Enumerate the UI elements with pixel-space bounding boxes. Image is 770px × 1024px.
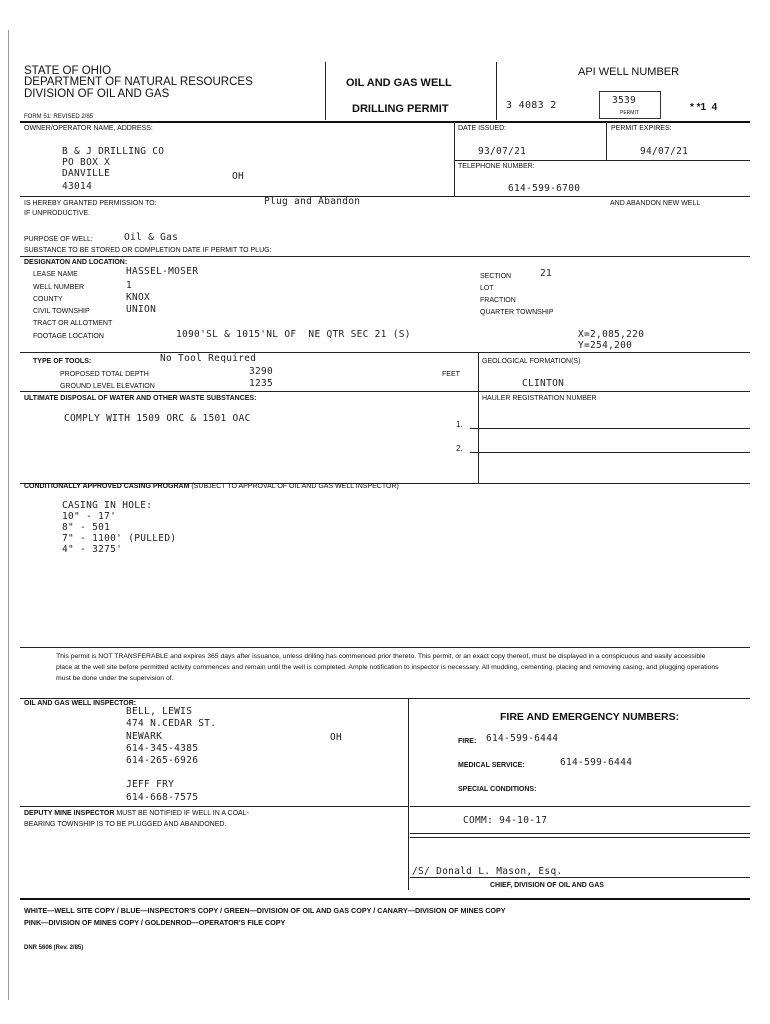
divider xyxy=(454,122,455,196)
divider xyxy=(478,353,479,483)
signature: /S/ Donald L. Mason, Esq. xyxy=(412,866,563,877)
owner-state: OH xyxy=(232,171,245,182)
rule xyxy=(20,121,750,123)
rule xyxy=(20,196,750,197)
owner-name: B & J DRILLING CO xyxy=(62,146,165,157)
casing-line: CASING IN HOLE: xyxy=(62,500,153,511)
depth-label: PROPOSED TOTAL DEPTH xyxy=(60,371,149,378)
county-value: KNOX xyxy=(126,292,151,303)
hauler-2-line xyxy=(470,452,750,453)
agency-division: DIVISION OF OIL AND GAS xyxy=(24,88,170,100)
owner-label: OWNER/OPERATOR NAME, ADDRESS: xyxy=(24,125,153,132)
deputy-label: DEPUTY MINE INSPECTOR xyxy=(24,810,115,817)
fraction-label: FRACTION xyxy=(480,297,516,304)
alt-inspector-name: JEFF FRY xyxy=(126,779,175,790)
api-value: 3 4083 2 xyxy=(506,100,557,111)
copy-distribution-2: PINK—DIVISION OF MINES COPY / GOLDENROD—OPERATOR'S FILE COPY xyxy=(24,918,286,927)
rule xyxy=(20,806,408,807)
special-conditions-label: SPECIAL CONDITIONS: xyxy=(458,786,537,793)
special-conditions-value: COMM: 94-10-17 xyxy=(463,815,548,826)
permit-expires-value: 94/07/21 xyxy=(640,146,689,157)
inspector-state: OH xyxy=(330,732,343,743)
deputy-text-2: BEARING TOWNSHIP IS TO BE PLUGGED AND ABANDONED. xyxy=(24,821,227,828)
footage-value: 1090'SL & 1015'NL OF NE QTR SEC 21 (S) xyxy=(176,329,411,340)
depth-value: 3290 xyxy=(249,366,274,377)
disposal-value: COMPLY WITH 1509 ORC & 1501 OAC xyxy=(64,413,251,424)
permission-right-text: AND ABANDON NEW WELL xyxy=(610,200,701,207)
api-label: API WELL NUMBER xyxy=(578,66,680,78)
fire-value: 614-599-6444 xyxy=(486,733,559,744)
rule xyxy=(20,391,750,392)
medical-value: 614-599-6444 xyxy=(560,757,633,768)
casing-line: 10" - 17' xyxy=(62,511,117,522)
rule xyxy=(410,833,750,834)
divider xyxy=(325,62,326,120)
purpose-label: PURPOSE OF WELL: xyxy=(24,236,93,243)
transfer-notice: This permit is NOT TRANSFERABLE and expires 365 days after issuance, unless drilling has commenced prior thereto. This permit, or an exact copy thereof, must be displayed in a conspicuous and easily accessible place at the well site before permitted activity commences and remain until the well is completed. Ample notification to inspector is necessary. All mudding, cementing, placing and removing casing, and plugging operations must be done under the supervision of. xyxy=(56,653,719,682)
well-number-label: WELL NUMBER xyxy=(33,284,85,291)
hauler-2-label: 2. xyxy=(456,444,463,453)
casing-label xyxy=(24,482,399,491)
permission-line2: IF UNPRODUCTIVE. xyxy=(24,210,91,217)
x-coordinate: X=2,085,220 xyxy=(578,329,645,340)
rule xyxy=(455,160,750,161)
geo-formation-value: CLINTON xyxy=(522,378,565,389)
rule xyxy=(20,352,750,353)
permit-expires-label: PERMIT EXPIRES: xyxy=(611,125,672,132)
section-label: SECTION xyxy=(480,273,512,280)
y-coordinate: Y=254,200 xyxy=(578,340,633,351)
footage-label: FOOTAGE LOCATION xyxy=(33,333,104,340)
feet-label: FEET xyxy=(442,371,460,378)
hauler-1-line xyxy=(470,428,750,429)
designation-title: DESIGNATON AND LOCATION: xyxy=(24,259,128,266)
well-number-value: 1 xyxy=(126,280,133,291)
api-suffix: * *1 4 xyxy=(690,102,718,113)
inspector-phone-1: 614-345-4385 xyxy=(126,743,199,754)
rule xyxy=(410,806,750,807)
owner-address: PO BOX X xyxy=(62,157,111,168)
township-label: CIVIL TOWNSHIP xyxy=(33,308,90,315)
owner-city: DANVILLE xyxy=(62,168,111,179)
deputy-text: MUST BE NOTIFIED IF WELL IN A COAL- xyxy=(114,810,249,817)
signature-title: CHIEF, DIVISION OF OIL AND GAS xyxy=(490,882,604,889)
casing-label-bold: CONDITIONALLY APPROVED CASING PROGRAM xyxy=(24,483,190,490)
scan-edge xyxy=(8,30,9,1000)
alt-inspector-phone: 614-668-7575 xyxy=(126,792,199,803)
rule xyxy=(20,256,750,257)
lease-label: LEASE NAME xyxy=(33,271,78,278)
hauler-1-label: 1. xyxy=(456,420,463,429)
purpose-value: Oil & Gas xyxy=(124,232,179,243)
rule xyxy=(410,837,750,838)
casing-line: 7" - 1100' (PULLED) xyxy=(62,533,177,544)
deputy-text-1 xyxy=(24,809,249,818)
form-title-1: OIL AND GAS WELL xyxy=(346,77,452,89)
divider xyxy=(496,62,497,120)
inspector-label: OIL AND GAS WELL INSPECTOR: xyxy=(24,700,137,707)
emergency-title: FIRE AND EMERGENCY NUMBERS: xyxy=(500,711,680,723)
tract-label: TRACT OR ALLOTMENT xyxy=(33,320,113,327)
rule xyxy=(20,898,750,900)
copy-distribution-1: WHITE—WELL SITE COPY / BLUE—INSPECTOR'S COPY / GREEN—DIVISION OF OIL AND GAS COPY / CANARY—DIVISION OF MINES COPY xyxy=(24,906,506,915)
inspector-name: BELL, LEWIS xyxy=(126,706,193,717)
telephone-value: 614-599-6700 xyxy=(508,183,581,194)
permission-label: IS HEREBY GRANTED PERMISSION TO: xyxy=(24,200,157,207)
form-title-2: DRILLING PERMIT xyxy=(352,103,449,115)
divider xyxy=(606,122,607,160)
rule xyxy=(20,647,750,648)
section-value: 21 xyxy=(540,268,553,279)
casing-line: 8" - 501 xyxy=(62,522,111,533)
tools-label: TYPE OF TOOLS: xyxy=(33,358,92,365)
county-label: COUNTY xyxy=(33,296,63,303)
signature-line xyxy=(410,877,750,878)
inspector-city: NEWARK xyxy=(126,731,163,742)
casing-line: 4" - 3275' xyxy=(62,544,123,555)
inspector-phone-2: 614-265-6926 xyxy=(126,755,199,766)
casing-label-rest: (SUBJECT TO APPROVAL OF OIL AND GAS WELL INSPECTOR) xyxy=(189,483,399,490)
elevation-value: 1235 xyxy=(249,378,274,389)
lot-label: LOT xyxy=(480,285,494,292)
owner-zip: 43014 xyxy=(62,181,93,192)
inspector-street: 474 N.CEDAR ST. xyxy=(126,718,217,729)
divider xyxy=(408,698,409,890)
permit-caption: PERMIT xyxy=(620,110,639,116)
geo-formation-label: GEOLOGICAL FORMATION(S) xyxy=(482,358,581,365)
agency-state: STATE OF OHIO xyxy=(24,65,112,77)
tools-value: No Tool Required xyxy=(160,353,257,364)
agency-department: DEPARTMENT OF NATURAL RESOURCES xyxy=(24,76,253,88)
date-issued-value: 93/07/21 xyxy=(478,146,527,157)
elevation-label: GROUND LEVEL ELEVATION xyxy=(60,383,155,390)
medical-label: MEDICAL SERVICE: xyxy=(458,762,525,769)
telephone-label: TELEPHONE NUMBER: xyxy=(458,163,535,170)
form-number: FORM 51: REVISED 2/85 xyxy=(24,114,94,120)
substance-label: SUBSTANCE TO BE STORED OR COMPLETION DATE IF PERMIT TO PLUG: xyxy=(24,247,272,254)
disposal-label: ULTIMATE DISPOSAL OF WATER AND OTHER WASTE SUBSTANCES: xyxy=(24,395,257,402)
date-issued-label: DATE ISSUED: xyxy=(458,125,507,132)
form-revision: DNR 5606 (Rev. 2/85) xyxy=(24,945,84,951)
fire-label: FIRE: xyxy=(458,738,477,745)
permit-number: 3539 xyxy=(612,95,637,106)
permission-value: Plug and Abandon xyxy=(264,196,361,207)
lease-value: HASSEL-MOSER xyxy=(126,266,199,277)
quarter-township-label: QUARTER TOWNSHIP xyxy=(480,309,554,316)
hauler-label: HAULER REGISTRATION NUMBER xyxy=(482,395,597,402)
township-value: UNION xyxy=(126,304,157,315)
